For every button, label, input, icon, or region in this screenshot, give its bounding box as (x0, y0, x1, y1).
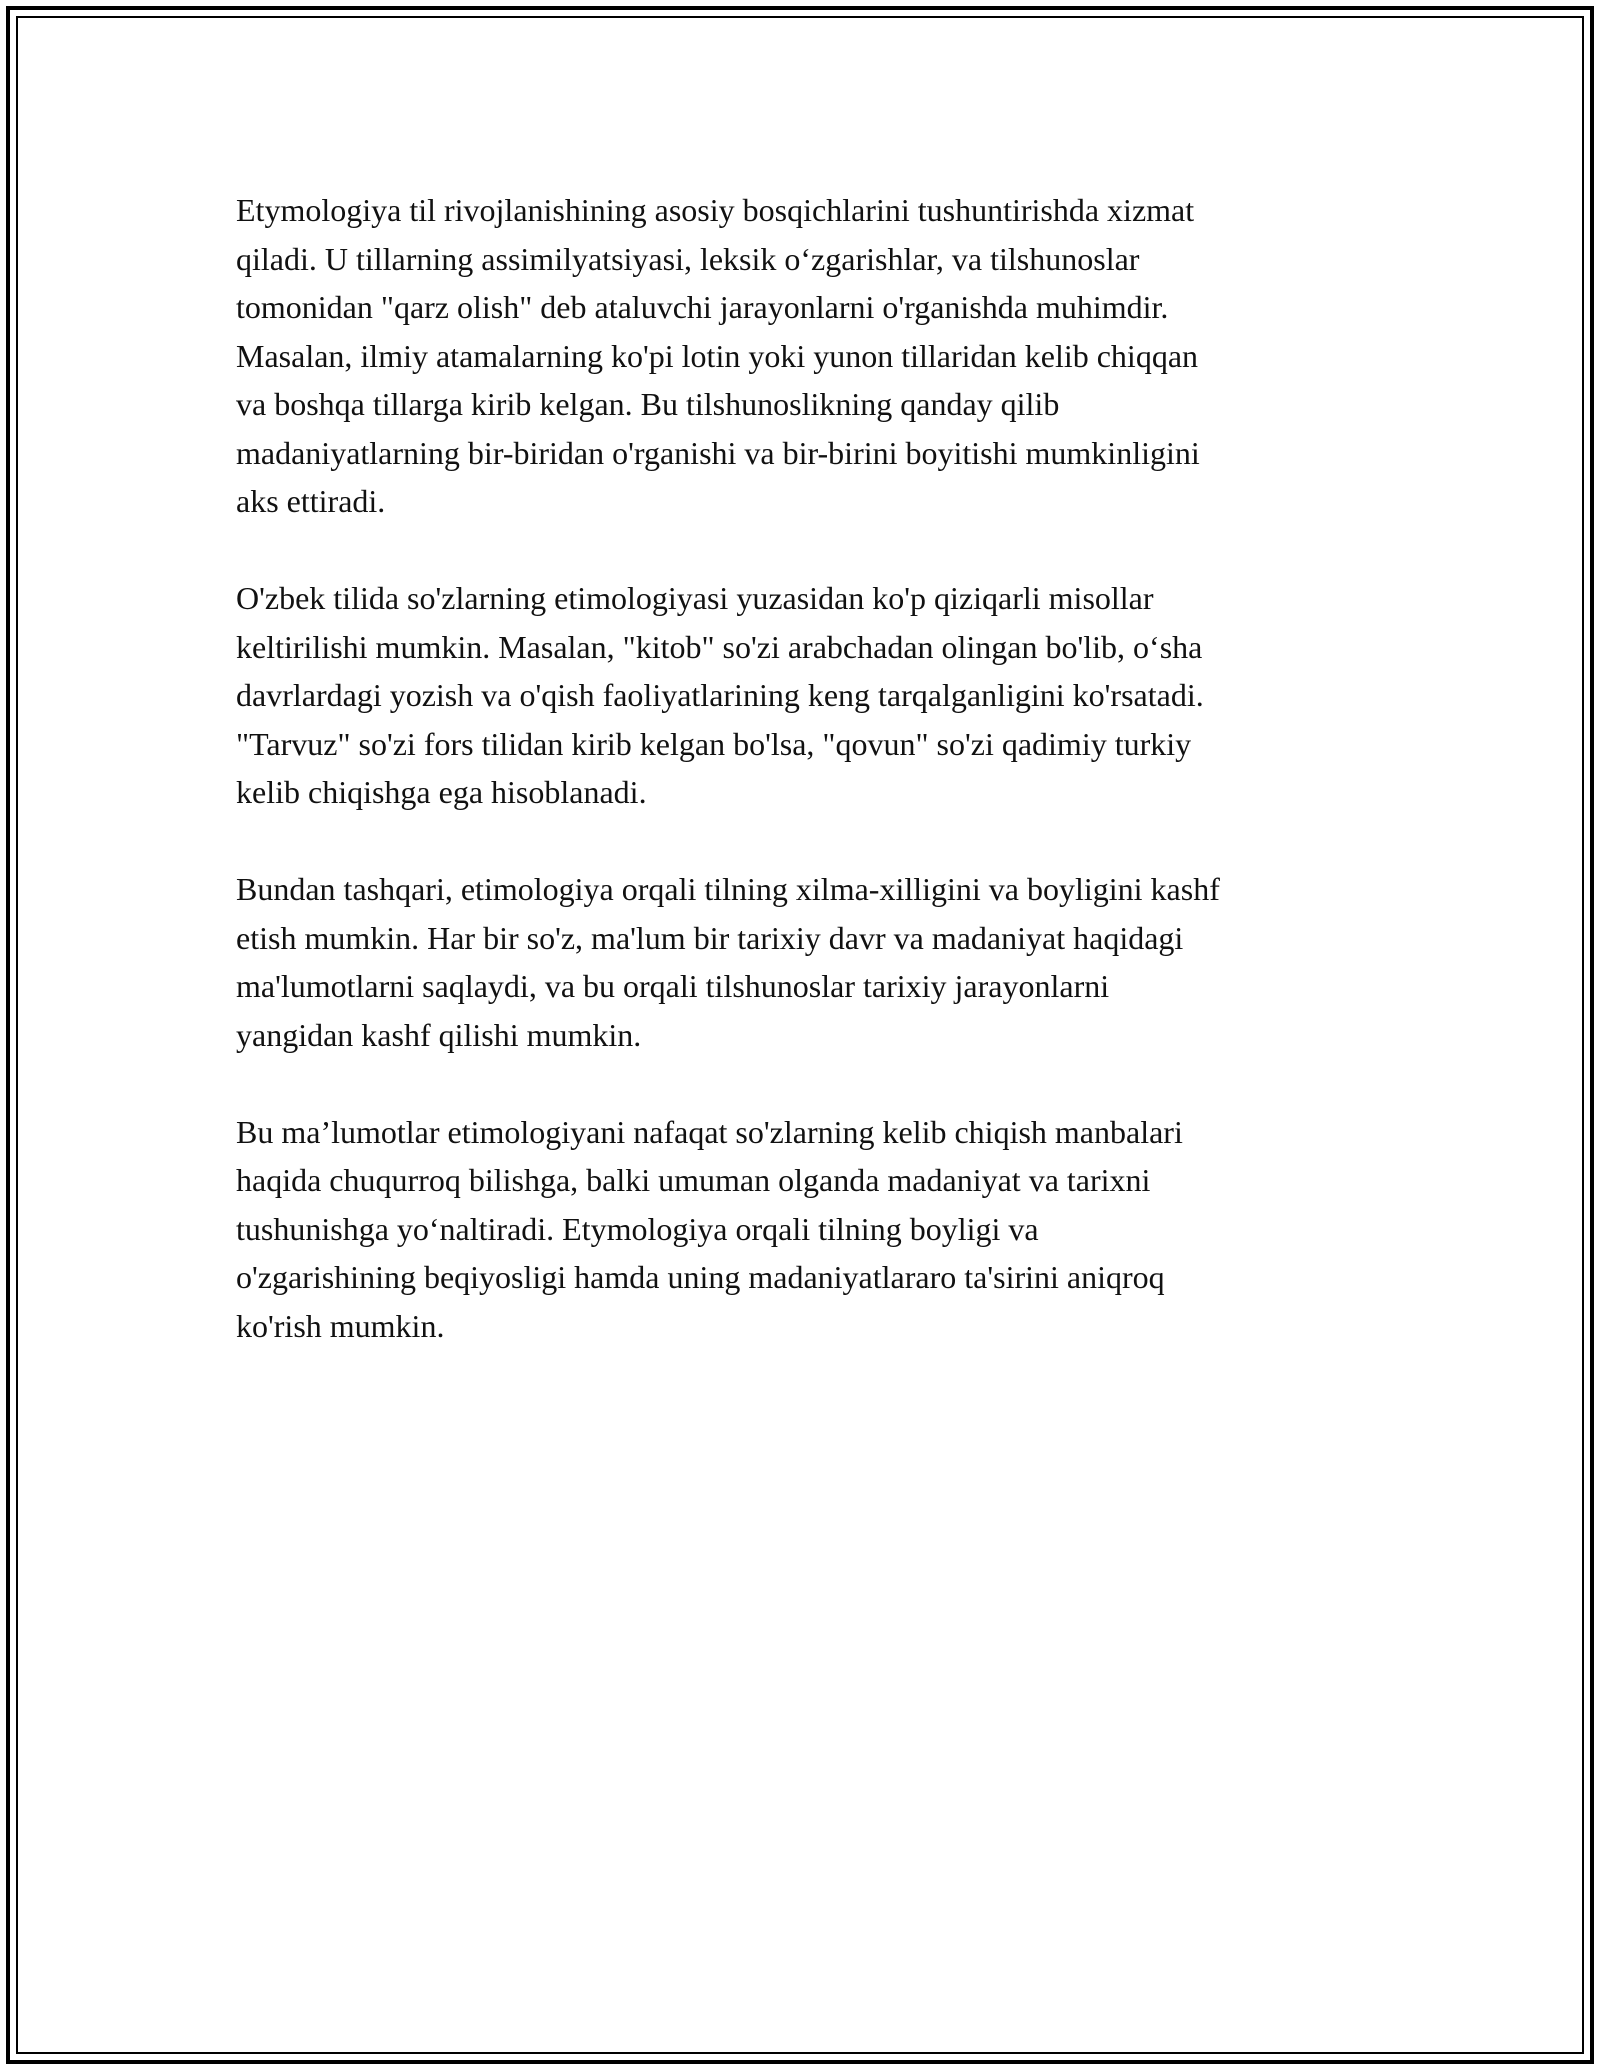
document-body (236, 186, 1376, 1399)
paragraph-4: Bu ma’lumotlar etimologiyani nafaqat so'zlarning kelib chiqish manbalari haqida chuqurroq bilishga, balki umuman olganda madaniyat va tarixni tushunishga yo‘naltiradi. Etymologiya orqali tilning boyligi va o'zgarishining beqiyosligi hamda uning madaniyatlararo ta'sirini aniqroq ko'rish mumkin. (236, 1113, 1183, 1344)
paragraph-2: O'zbek tilida so'zlarning etimologiyasi yuzasidan ko'p qiziqarli misollar keltirilishi mumkin. Masalan, "kitob" so'zi arabchadan olingan bo'lib, o‘sha davrlardagi yozish va o'qish faoliyatlarining keng tarqalganligini ko'rsatadi. "Tarvuz" so'zi fors tilidan kirib kelgan bo'lsa, "qovun" so'zi qadimiy turkiy kelib chiqishga ega hisoblanadi. (236, 580, 1204, 810)
paragraph-3: Bundan tashqari, etimologiya orqali tilning xilma-xilligini va boyligini kashf etish mumkin. Har bir so'z, ma'lum bir tarixiy davr va madaniyat haqidagi ma'lumotlarni saqlaydi, va bu orqali tilshunoslar tarixiy jarayonlarni yangidan kashf qilishi mumkin. (236, 871, 1220, 1053)
paragraph-1: Etymologiya til rivojlanishining asosiy bosqichlarini tushuntirishda xizmat qiladi. U tillarning assimilyatsiyasi, leksik o‘zgarishlar, va tilshunoslar tomonidan "qarz olish" deb ataluvchi jarayonlarni o'rganishda muhimdir. Masalan, ilmiy atamalarning ko'pi lotin yoki yunon tillaridan kelib chiqqan va boshqa tillarga kirib kelgan. Bu tilshunoslikning qanday qilib madaniyatlarning bir-biridan o'rganishi va bir-birini boyitishi mumkinligini aks ettiradi. (236, 192, 1200, 519)
